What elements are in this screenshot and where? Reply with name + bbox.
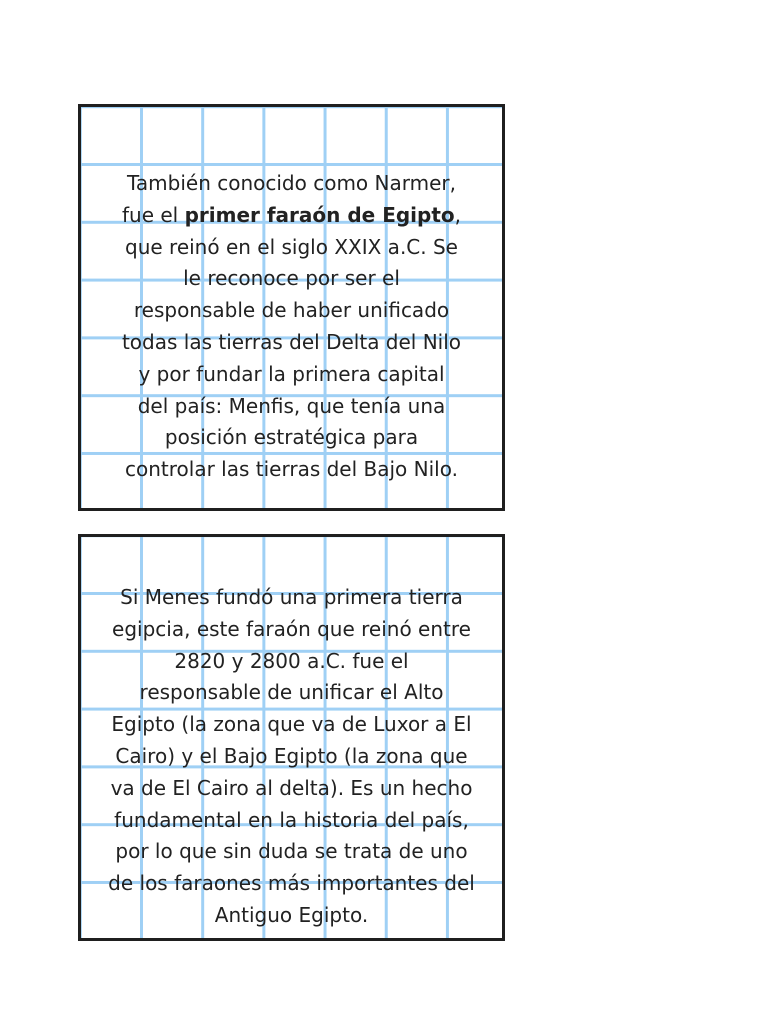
text-line: por lo que sin duda se trata de uno: [115, 839, 468, 864]
text-line: [107, 200, 476, 232]
text-line: posición estratégica para: [164, 425, 419, 450]
text-line: controlar las tierras del Bajo Nilo.: [125, 457, 458, 482]
text-line: que reinó en el siglo XXIX a.C. Se: [125, 234, 458, 259]
text-line: Egipto (la zona que va de Luxor a El: [111, 712, 472, 737]
text-line: de los faraones más importantes del: [108, 871, 475, 896]
text-line: Cairo) y el Bajo Egipto (la zona que: [115, 743, 468, 768]
text-segment: ,: [454, 202, 462, 227]
text-line: del país: Menfis, que tenía una: [137, 393, 446, 418]
text-line: responsable de haber unificado: [133, 298, 450, 323]
text-line: 2820 y 2800 a.C. fue el: [174, 648, 409, 673]
text-segment: fue el: [121, 202, 185, 227]
text-line: También conocido como Narmer,: [127, 171, 456, 195]
bold-phrase: primer faraón de Egipto: [184, 202, 455, 227]
text-line: todas las tierras del Delta del Nilo: [121, 329, 462, 354]
text-line: y por fundar la primera capital: [138, 361, 445, 386]
text-line: va de El Cairo al delta). Es un hecho: [110, 775, 473, 800]
card-text: [81, 168, 502, 486]
text-line: Si Menes fundó una primera tierra: [120, 585, 463, 609]
text-line: le reconoce por ser el: [183, 266, 400, 291]
pharaoh-card-unifier: [78, 534, 505, 941]
card-text: [81, 582, 502, 932]
text-line: egipcia, este faraón que reinó entre: [112, 616, 471, 641]
text-line: responsable de unificar el Alto: [139, 680, 444, 705]
text-line: fundamental en la historia del país,: [114, 807, 469, 832]
text-line: Antiguo Egipto.: [214, 902, 369, 927]
pharaoh-card-narmer: [78, 104, 505, 511]
